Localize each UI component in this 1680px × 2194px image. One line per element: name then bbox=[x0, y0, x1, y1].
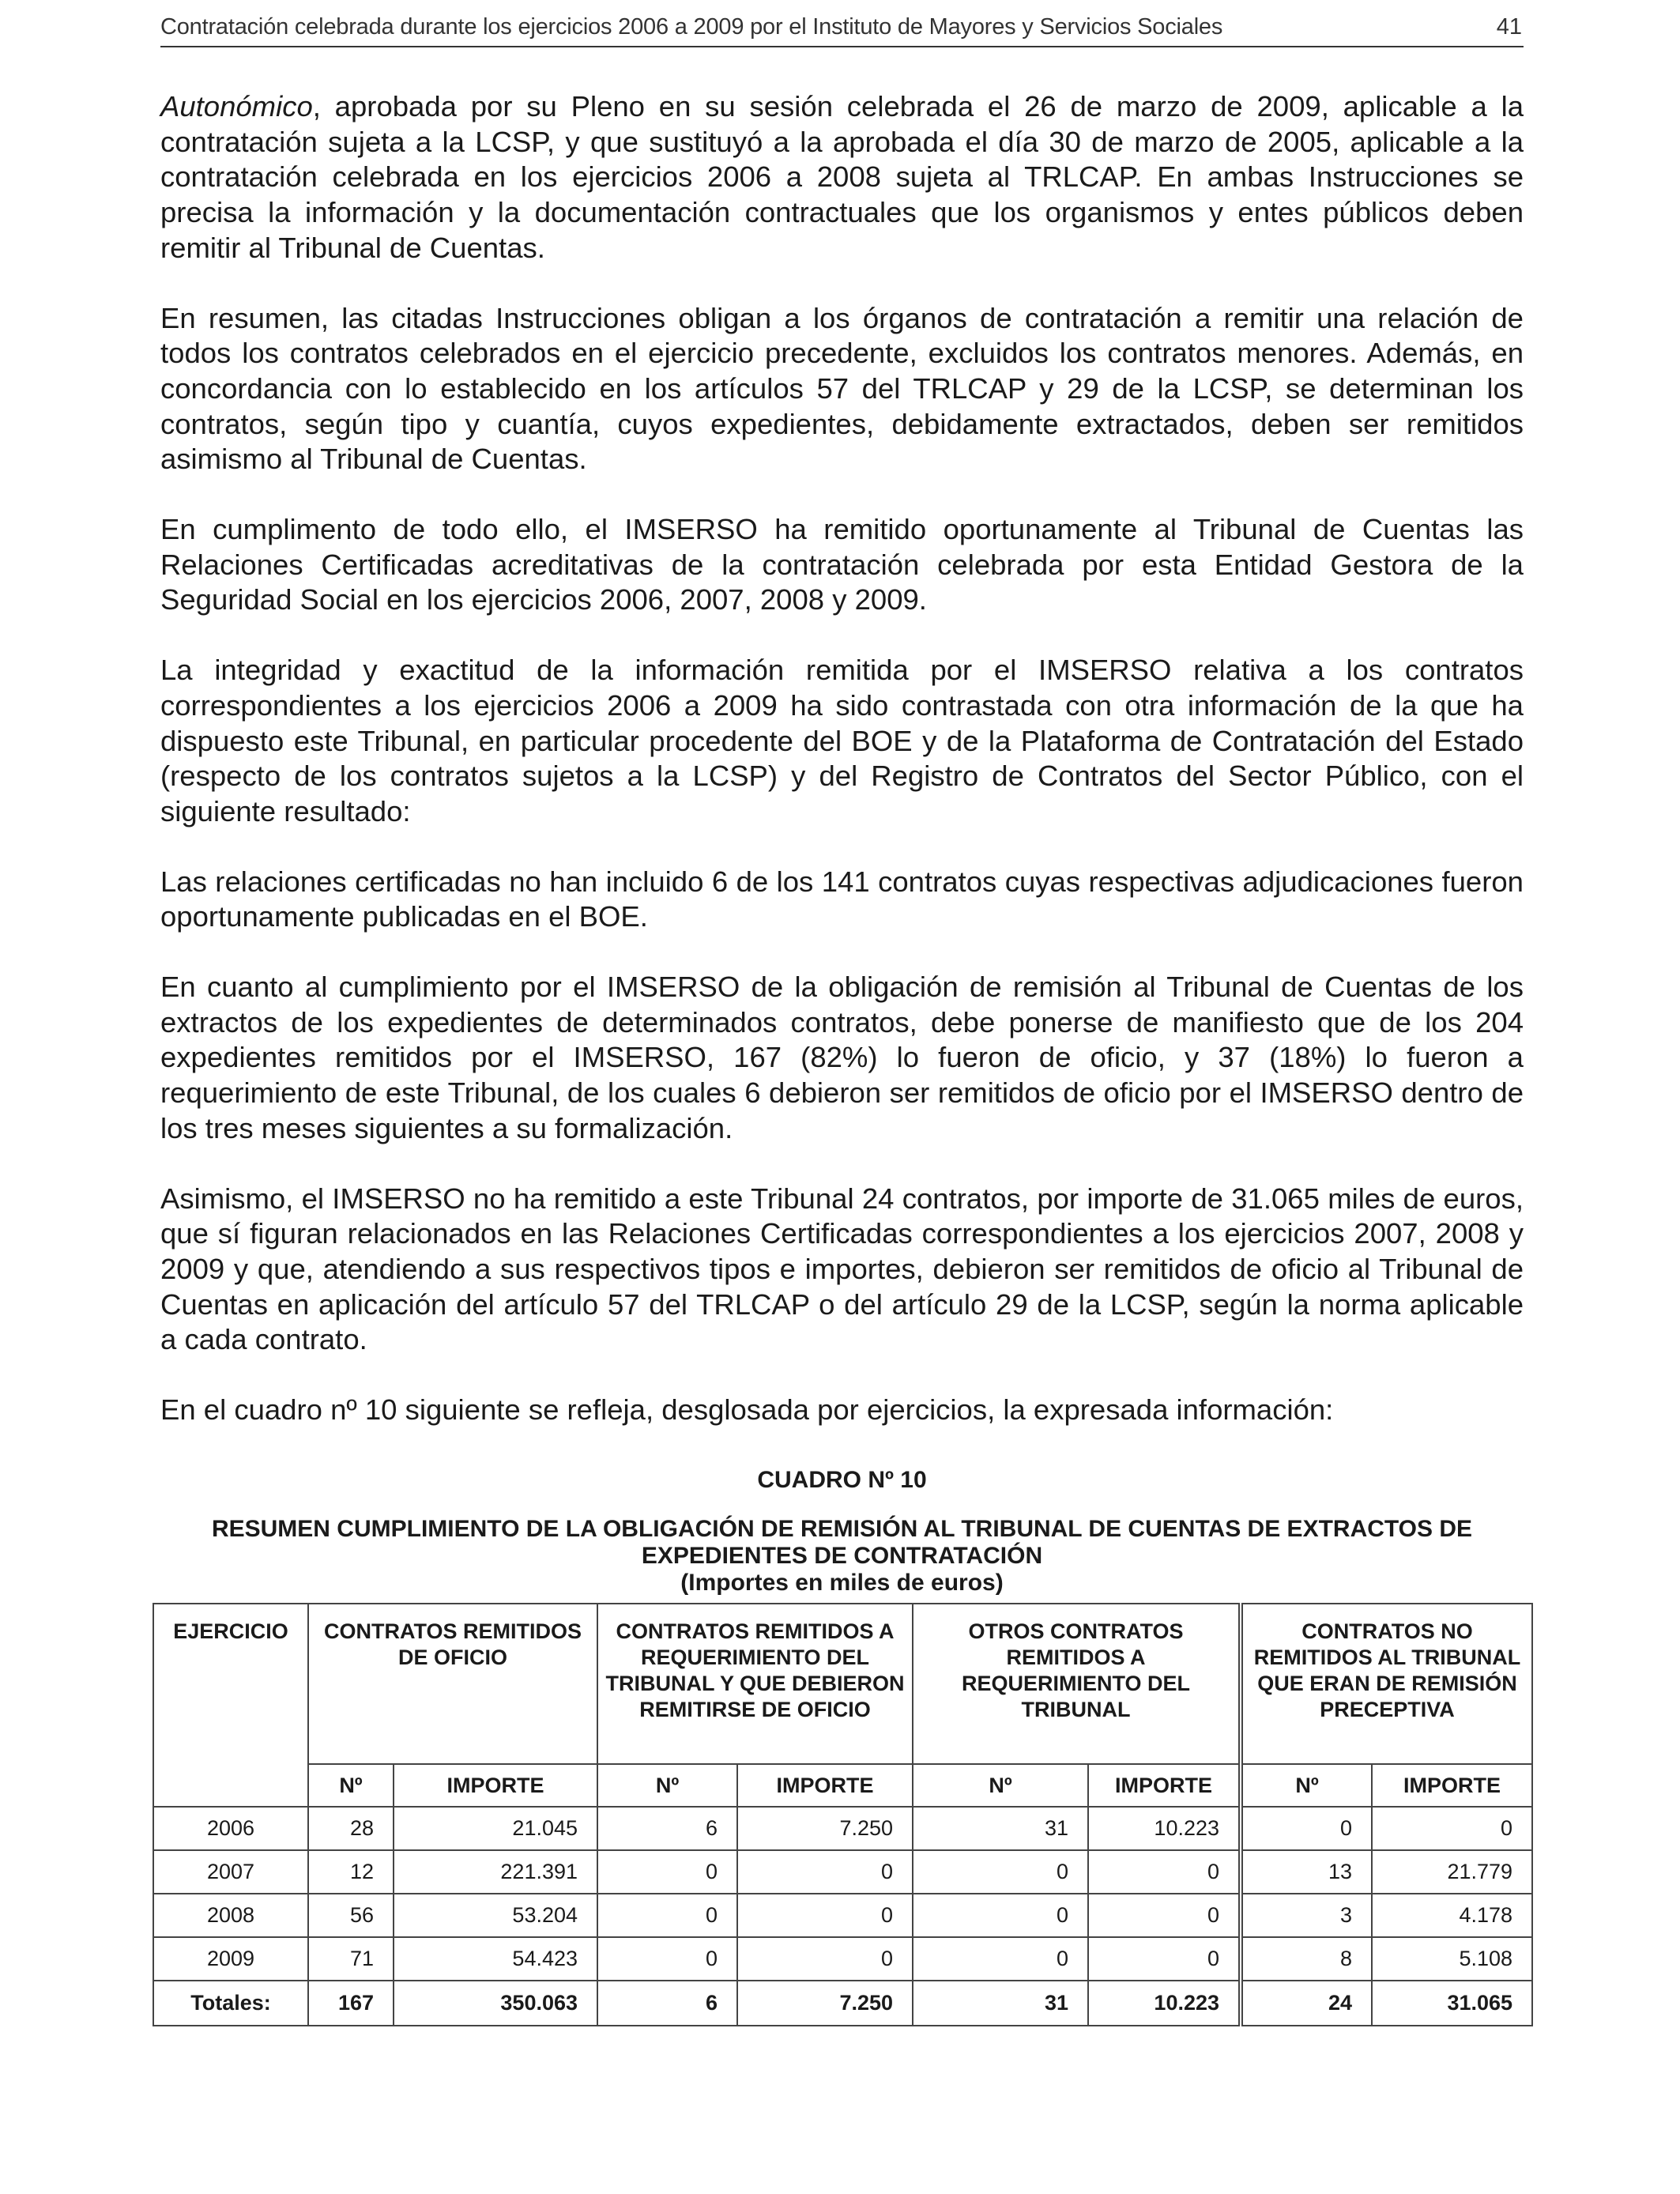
cell: 0 bbox=[597, 1937, 737, 1981]
table-row bbox=[153, 1937, 1532, 1981]
total-cell: 6 bbox=[597, 1981, 737, 2026]
header-group-oficio: CONTRATOS REMITIDOS DE OFICIO bbox=[308, 1604, 597, 1764]
summary-table bbox=[153, 1603, 1533, 2026]
cell-year: 2009 bbox=[153, 1937, 308, 1981]
paragraph-1-emphasis: Autonómico bbox=[160, 90, 313, 123]
cell-year: 2008 bbox=[153, 1894, 308, 1937]
cell: 10.223 bbox=[1088, 1807, 1241, 1850]
cell: 54.423 bbox=[394, 1937, 597, 1981]
header-ejercicio: EJERCICIO bbox=[153, 1604, 308, 1807]
cell: 0 bbox=[913, 1894, 1088, 1937]
cell: 56 bbox=[308, 1894, 394, 1937]
subheader-n: Nº bbox=[308, 1764, 394, 1807]
header-title: Contratación celebrada durante los ejercicios 2006 a 2009 por el Instituto de Mayores y Servicios Sociales bbox=[160, 14, 1223, 40]
document-body bbox=[160, 89, 1524, 1463]
cell: 0 bbox=[1241, 1807, 1372, 1850]
table-units: (Importes en miles de euros) bbox=[680, 1570, 1004, 1596]
paragraph-7: Asimismo, el IMSERSO no ha remitido a este Tribunal 24 contratos, por importe de 31.065 miles de euros, que sí figuran relacionados en las Relaciones Certificadas correspondientes a los ejercicios 2007, 2008 y 2009 y que, atendiendo a sus respectivos tipos e importes, debieron ser remitidos de oficio al Tribunal de Cuentas en aplicación del artículo 57 del TRLCAP o del artículo 29 de la LCSP, según la norma aplicable a cada contrato. bbox=[160, 1182, 1524, 1356]
total-cell: 31.065 bbox=[1372, 1981, 1532, 2026]
cell: 31 bbox=[913, 1807, 1088, 1850]
cell: 3 bbox=[1241, 1894, 1372, 1937]
cell-year: 2007 bbox=[153, 1850, 308, 1894]
subheader-importe: IMPORTE bbox=[394, 1764, 597, 1807]
cell: 0 bbox=[597, 1894, 737, 1937]
subheader-n: Nº bbox=[597, 1764, 737, 1807]
total-cell: 10.223 bbox=[1088, 1981, 1241, 2026]
table-title: CUADRO Nº 10 bbox=[757, 1467, 927, 1493]
table-subtitle-line-2: EXPEDIENTES DE CONTRATACIÓN bbox=[641, 1543, 1043, 1569]
cell: 71 bbox=[308, 1937, 394, 1981]
cell: 0 bbox=[1372, 1807, 1532, 1850]
cell: 13 bbox=[1241, 1850, 1372, 1894]
page-number: 41 bbox=[1496, 14, 1522, 40]
cell: 8 bbox=[1241, 1937, 1372, 1981]
cell: 21.779 bbox=[1372, 1850, 1532, 1894]
total-cell: 24 bbox=[1241, 1981, 1372, 2026]
cell: 0 bbox=[737, 1850, 913, 1894]
cell: 0 bbox=[737, 1937, 913, 1981]
subheader-n: Nº bbox=[1241, 1764, 1372, 1807]
cell: 5.108 bbox=[1372, 1937, 1532, 1981]
cell: 7.250 bbox=[737, 1807, 913, 1850]
cell: 0 bbox=[597, 1850, 737, 1894]
paragraph-4: La integridad y exactitud de la información remitida por el IMSERSO relativa a los contratos correspondientes a los ejercicios 2006 a 2009 ha sido contrastada con otra información de la que ha dispuesto este Tribunal, en particular procedente del BOE y de la Plataforma de Contratación del Estado (respecto de los contratos sujetos a la LCSP) y del Registro de Contratos del Sector Público, con el siguiente resultado: bbox=[160, 654, 1524, 827]
paragraph-8: En el cuadro nº 10 siguiente se refleja, desglosada por ejercicios, la expresada información: bbox=[160, 1393, 1334, 1427]
cell: 0 bbox=[913, 1937, 1088, 1981]
totals-label: Totales: bbox=[153, 1981, 308, 2026]
subheader-importe: IMPORTE bbox=[1088, 1764, 1241, 1807]
total-cell: 167 bbox=[308, 1981, 394, 2026]
page-header bbox=[160, 11, 1524, 47]
table-row bbox=[153, 1807, 1532, 1850]
cell: 0 bbox=[1088, 1850, 1241, 1894]
table-row bbox=[153, 1850, 1532, 1894]
subheader-importe: IMPORTE bbox=[1372, 1764, 1532, 1807]
total-cell: 7.250 bbox=[737, 1981, 913, 2026]
cell: 0 bbox=[1088, 1894, 1241, 1937]
cell: 221.391 bbox=[394, 1850, 597, 1894]
totals-row bbox=[153, 1981, 1532, 2026]
subheader-importe: IMPORTE bbox=[737, 1764, 913, 1807]
paragraph-3: En cumplimento de todo ello, el IMSERSO ha remitido oportunamente al Tribunal de Cuentas las Relaciones Certificadas acreditativas de la contratación celebrada por esta Entidad Gestora de la Seguridad Social en los ejercicios 2006, 2007, 2008 y 2009. bbox=[160, 513, 1524, 616]
total-cell: 350.063 bbox=[394, 1981, 597, 2026]
cell: 0 bbox=[1088, 1937, 1241, 1981]
paragraph-1-text: , aprobada por su Pleno en su sesión celebrada el 26 de marzo de 2009, aplicable a la contratación sujeta a la LCSP, y que sustituyó a la aprobada el día 30 de marzo de 2005, aplicable a la contratación celebrada en los ejercicios 2006 a 2008 sujeta al TRLCAP. En ambas Instrucciones se precisa la información y la documentación contractuales que los organismos y entes públicos deben remitir al Tribunal de Cuentas. bbox=[160, 90, 1524, 264]
cell: 6 bbox=[597, 1807, 737, 1850]
paragraph-1 bbox=[160, 89, 1524, 266]
table-subtitle-line-1: RESUMEN CUMPLIMIENTO DE LA OBLIGACIÓN DE REMISIÓN AL TRIBUNAL DE CUENTAS DE EXTRACTOS DE bbox=[211, 1516, 1473, 1542]
cell-year: 2006 bbox=[153, 1807, 308, 1850]
cell: 0 bbox=[913, 1850, 1088, 1894]
cell: 21.045 bbox=[394, 1807, 597, 1850]
header-group-requerimiento-oficio: CONTRATOS REMITIDOS A REQUERIMIENTO DEL TRIBUNAL Y QUE DEBIERON REMITIRSE DE OFICIO bbox=[597, 1604, 913, 1764]
paragraph-6: En cuanto al cumplimiento por el IMSERSO de la obligación de remisión al Tribunal de Cuentas de los extractos de los expedientes de determinados contratos, debe ponerse de manifiesto que de los 204 expedientes remitidos por el IMSERSO, 167 (82%) lo fueron de oficio, y 37 (18%) lo fueron a requerimiento de este Tribunal, de los cuales 6 debieron ser remitidos de oficio por el IMSERSO dentro de los tres meses siguientes a su formalización. bbox=[160, 971, 1524, 1144]
total-cell: 31 bbox=[913, 1981, 1088, 2026]
cell: 53.204 bbox=[394, 1894, 597, 1937]
header-group-no-remitidos: CONTRATOS NO REMITIDOS AL TRIBUNAL QUE ERAN DE REMISIÓN PRECEPTIVA bbox=[1241, 1604, 1532, 1764]
table-row bbox=[153, 1894, 1532, 1937]
table-caption bbox=[153, 1467, 1531, 1596]
cell: 12 bbox=[308, 1850, 394, 1894]
subheader-n: Nº bbox=[913, 1764, 1088, 1807]
cell: 4.178 bbox=[1372, 1894, 1532, 1937]
paragraph-5: Las relaciones certificadas no han incluido 6 de los 141 contratos cuyas respectivas adjudicaciones fueron oportunamente publicadas en el BOE. bbox=[160, 865, 1524, 933]
cell: 0 bbox=[737, 1894, 913, 1937]
cell: 28 bbox=[308, 1807, 394, 1850]
header-group-otros: OTROS CONTRATOS REMITIDOS A REQUERIMIENTO DEL TRIBUNAL bbox=[913, 1604, 1241, 1764]
paragraph-2: En resumen, las citadas Instrucciones obligan a los órganos de contratación a remitir una relación de todos los contratos celebrados en el ejercicio precedente, excluidos los contratos menores. Además, en concordancia con lo establecido en los artículos 57 del TRLCAP y 29 de la LCSP, se determinan los contratos, según tipo y cuantía, cuyos expedientes, debidamente extractados, deben ser remitidos asimismo al Tribunal de Cuentas. bbox=[160, 301, 1524, 476]
